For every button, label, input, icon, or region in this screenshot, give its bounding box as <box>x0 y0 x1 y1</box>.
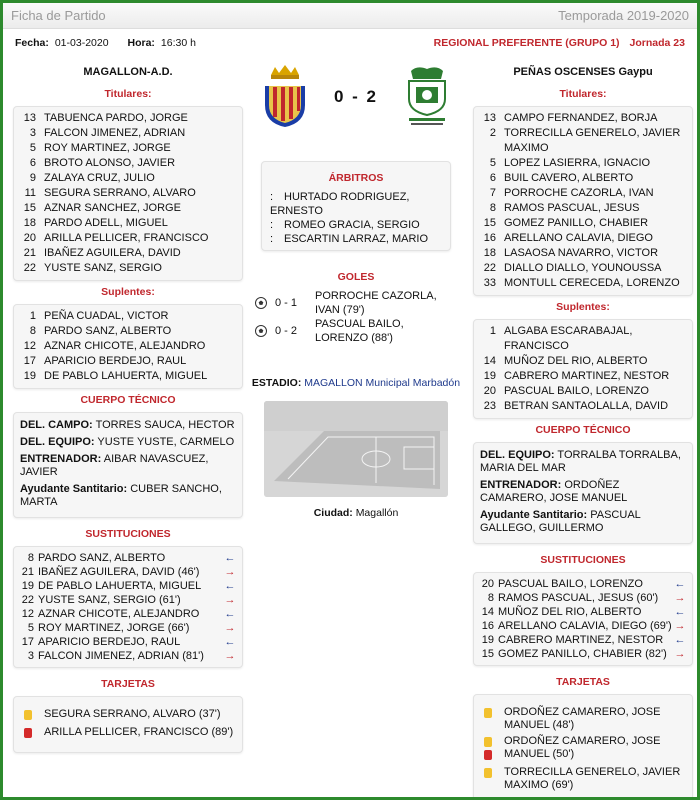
staff-name[interactable]: YUSTE YUSTE, CARMELO <box>97 436 235 448</box>
player-number: 12 <box>21 608 34 620</box>
player-number: 21 <box>23 247 36 259</box>
home-team-column <box>13 61 243 753</box>
home-team-name[interactable]: MAGALLON-A.D. <box>83 66 173 78</box>
player-row[interactable] <box>18 141 238 156</box>
player-name[interactable]: DE PABLO LAHUERTA, MIGUEL <box>44 370 208 382</box>
staff-role: ENTRENADOR: <box>480 479 562 491</box>
player-row[interactable] <box>478 171 688 186</box>
player-name[interactable]: ARELLANO CALAVIA, DIEGO <box>504 232 653 244</box>
player-number: 14 <box>481 606 494 618</box>
player-number: 8 <box>487 592 494 604</box>
sub-in-arrow-icon: ← <box>224 580 236 592</box>
player-row[interactable] <box>18 246 238 261</box>
staff-role: DEL. EQUIPO: <box>480 449 555 461</box>
player-row[interactable] <box>478 276 688 291</box>
player-name[interactable]: PORROCHE CAZORLA, IVAN <box>504 187 654 199</box>
date-value: 01-03-2020 <box>54 37 109 49</box>
goal-row <box>251 317 461 345</box>
player-number: 21 <box>21 566 34 578</box>
player-row[interactable] <box>18 261 238 276</box>
player-name[interactable]: YUSTE SANZ, SERGIO <box>44 262 162 274</box>
player-number: 22 <box>23 262 36 274</box>
player-name[interactable]: IBAÑEZ AGUILERA, DAVID <box>44 247 181 259</box>
away-starters-title: Titulares: <box>559 88 607 100</box>
red-card-icon <box>24 728 32 738</box>
staff-role: Ayudante Santitario: <box>20 483 128 495</box>
card-icons <box>484 708 492 721</box>
sub-out-arrow-icon: → <box>674 592 686 604</box>
player-number: 22 <box>483 262 496 274</box>
away-team-column <box>473 61 693 800</box>
goals-title: GOLES <box>337 271 375 283</box>
player-name[interactable]: TABUENCA PARDO, JORGE <box>44 112 188 124</box>
player-name[interactable]: TORRECILLA GENERELO, JAVIER MAXIMO <box>504 127 681 154</box>
card-icons <box>484 737 492 763</box>
goal-row <box>251 289 461 317</box>
player-name[interactable]: ROY MARTINEZ, JORGE (66') <box>38 622 190 634</box>
player-row[interactable] <box>478 201 688 216</box>
player-row[interactable] <box>478 324 688 354</box>
player-row[interactable] <box>478 354 688 369</box>
player-row[interactable] <box>18 231 238 246</box>
player-name[interactable]: IBAÑEZ AGUILERA, DAVID (46') <box>38 566 200 578</box>
sub-out-arrow-icon: → <box>674 648 686 660</box>
player-name[interactable]: ARILLA PELLICER, FRANCISCO (89') <box>44 726 234 738</box>
player-number: 14 <box>483 355 496 367</box>
time-label: Hora: <box>127 37 155 49</box>
player-row[interactable] <box>478 216 688 231</box>
player-number: 16 <box>483 232 496 244</box>
player-number: 15 <box>23 202 36 214</box>
player-name[interactable]: ARELLANO CALAVIA, DIEGO (69') <box>498 620 672 632</box>
sub-in-arrow-icon: ← <box>674 606 686 618</box>
home-crest-icon[interactable] <box>261 65 309 129</box>
player-name[interactable]: LASAOSA NAVARRO, VICTOR <box>504 247 659 259</box>
city-info <box>251 507 461 519</box>
yellow-card-icon <box>484 708 492 718</box>
referee-row <box>266 232 446 246</box>
player-name[interactable]: SEGURA SERRANO, ALVARO (37') <box>44 708 221 720</box>
player-number: 5 <box>29 142 36 154</box>
home-cards-title: TARJETAS <box>101 678 155 690</box>
home-bench-title: Suplentes: <box>101 286 155 298</box>
player-row[interactable] <box>18 111 238 126</box>
player-name[interactable]: AZNAR SANCHEZ, JORGE <box>44 202 181 214</box>
match-center-column <box>251 61 461 519</box>
player-number: 12 <box>23 340 36 352</box>
home-starters-title: Titulares: <box>104 88 152 100</box>
player-row[interactable] <box>18 309 238 324</box>
player-name[interactable]: PARDO ADELL, MIGUEL <box>44 217 168 229</box>
yellow-card-icon <box>484 768 492 778</box>
player-number: 6 <box>29 157 36 169</box>
staff-role: DEL. EQUIPO: <box>20 436 95 448</box>
player-name[interactable]: RAMOS PASCUAL, JESUS <box>504 202 640 214</box>
home-staff-title: CUERPO TÉCNICO <box>80 394 176 406</box>
player-number: 7 <box>489 187 496 199</box>
player-name[interactable]: ORDOÑEZ CAMARERO, JOSE MANUEL (50') <box>504 735 661 760</box>
sub-out-arrow-icon: → <box>224 650 236 662</box>
card-row <box>18 708 238 723</box>
player-name[interactable]: RAMOS PASCUAL, JESUS (60') <box>498 592 659 604</box>
player-row[interactable] <box>18 354 238 369</box>
soccer-ball-icon <box>255 297 267 309</box>
player-name[interactable]: BETRAN SANTAOLALLA, DAVID <box>504 400 669 412</box>
referee-name[interactable]: ESCARTIN LARRAZ, MARIO <box>284 233 429 245</box>
sub-in-arrow-icon: ← <box>674 578 686 590</box>
referee-separator: : <box>270 191 274 203</box>
player-name[interactable]: ROY MARTINEZ, JORGE <box>44 142 171 154</box>
staff-row <box>20 483 236 509</box>
player-row[interactable] <box>478 111 688 126</box>
goal-score: 0 - 1 <box>275 297 298 309</box>
player-number: 22 <box>21 594 34 606</box>
referee-separator: : <box>270 219 274 231</box>
sub-in-arrow-icon: ← <box>224 608 236 620</box>
player-name[interactable]: PASCUAL BAILO, LORENZO <box>504 385 649 397</box>
player-name[interactable]: ALGABA ESCARABAJAL, FRANCISCO <box>504 325 633 352</box>
home-subs-title: SUSTITUCIONES <box>85 528 171 540</box>
date-label: Fecha: <box>15 37 49 49</box>
substitution-row <box>18 565 238 579</box>
player-number: 5 <box>27 622 34 634</box>
away-cards-title: TARJETAS <box>556 676 610 688</box>
staff-row <box>480 479 686 505</box>
staff-row <box>20 453 236 479</box>
referee-separator: : <box>270 233 274 245</box>
player-name[interactable]: DE PABLO LAHUERTA, MIGUEL <box>38 580 202 592</box>
player-number: 33 <box>483 277 496 289</box>
substitution-row <box>478 605 688 619</box>
player-name[interactable]: MONTULL CERECEDA, LORENZO <box>504 277 680 289</box>
staff-role: Ayudante Santitario: <box>480 509 588 521</box>
goal-scorer[interactable]: PORROCHE CAZORLA, IVAN (79') <box>315 290 437 316</box>
card-row <box>478 766 688 792</box>
away-subs-title: SUSTITUCIONES <box>540 554 626 566</box>
substitution-row <box>18 635 238 649</box>
player-number: 15 <box>483 217 496 229</box>
city-label: Ciudad: <box>313 507 353 519</box>
goal-scorer[interactable]: PASCUAL BAILO, LORENZO (88') <box>315 318 404 344</box>
player-number: 17 <box>23 355 36 367</box>
player-number: 1 <box>489 325 496 337</box>
player-number: 19 <box>481 634 494 646</box>
player-name[interactable]: AZNAR CHICOTE, ALEJANDRO <box>38 608 200 620</box>
player-name[interactable]: PASCUAL BAILO, LORENZO <box>498 578 643 590</box>
player-row[interactable] <box>18 126 238 141</box>
yellow-card-icon <box>24 710 32 720</box>
staff-name[interactable]: AIBAR NAVASCUEZ, JAVIER <box>20 453 209 478</box>
substitution-row <box>478 619 688 633</box>
player-number: 19 <box>23 370 36 382</box>
player-name[interactable]: MUÑOZ DEL RIO, ALBERTO <box>498 606 642 618</box>
player-name[interactable]: CABRERO MARTINEZ, NESTOR <box>498 634 664 646</box>
red-card-icon <box>484 750 492 760</box>
stadium-info <box>251 377 461 389</box>
away-staff-title: CUERPO TÉCNICO <box>535 424 631 436</box>
stadium-label: ESTADIO: <box>251 377 302 389</box>
player-name[interactable]: DIALLO DIALLO, YOUNOUSSA <box>504 262 662 274</box>
player-number: 13 <box>483 112 496 124</box>
card-row <box>18 726 238 741</box>
card-icons <box>24 728 32 741</box>
time-value: 16:30 h <box>160 37 196 49</box>
card-row <box>478 735 688 763</box>
player-row[interactable] <box>18 339 238 354</box>
sub-in-arrow-icon: ← <box>224 552 236 564</box>
player-number: 18 <box>23 217 36 229</box>
card-row <box>478 706 688 732</box>
player-number: 8 <box>489 202 496 214</box>
staff-row <box>480 449 686 475</box>
city-value: Magallón <box>355 507 399 519</box>
player-name[interactable]: TORRECILLA GENERELO, JAVIER MAXIMO (69') <box>504 766 681 791</box>
player-row[interactable] <box>478 246 688 261</box>
player-name[interactable]: SEGURA SERRANO, ALVARO <box>44 187 196 199</box>
player-name[interactable]: AZNAR CHICOTE, ALEJANDRO <box>44 340 206 352</box>
sub-in-arrow-icon: ← <box>674 634 686 646</box>
sub-out-arrow-icon: → <box>224 622 236 634</box>
player-number: 1 <box>29 310 36 322</box>
goal-score: 0 - 2 <box>275 325 298 337</box>
player-name[interactable]: MUÑOZ DEL RIO, ALBERTO <box>504 355 648 367</box>
sub-out-arrow-icon: → <box>674 620 686 632</box>
away-crest-icon[interactable] <box>403 65 451 129</box>
substitution-row <box>18 607 238 621</box>
player-name[interactable]: PARDO SANZ, ALBERTO <box>38 552 166 564</box>
player-number: 5 <box>489 157 496 169</box>
player-name[interactable]: APARICIO BERDEJO, RAUL <box>44 355 187 367</box>
substitution-row <box>18 621 238 635</box>
player-number: 17 <box>21 636 34 648</box>
player-row[interactable] <box>18 324 238 339</box>
player-name[interactable]: PARDO SANZ, ALBERTO <box>44 325 172 337</box>
card-icons <box>484 768 492 781</box>
substitution-row <box>18 579 238 593</box>
player-name[interactable]: BUIL CAVERO, ALBERTO <box>504 172 634 184</box>
staff-row <box>20 419 236 432</box>
staff-name[interactable]: CUBER SANCHO, MARTA <box>20 483 222 508</box>
player-number: 18 <box>483 247 496 259</box>
player-row[interactable] <box>478 126 688 156</box>
sub-in-arrow-icon: ← <box>224 636 236 648</box>
sub-out-arrow-icon: → <box>224 566 236 578</box>
soccer-ball-icon <box>255 325 267 337</box>
player-row[interactable] <box>478 369 688 384</box>
away-team-name[interactable]: PEÑAS OSCENSES Gaypu <box>513 66 653 78</box>
scoreboard <box>251 61 461 133</box>
player-name[interactable]: LOPEZ LASIERRA, IGNACIO <box>504 157 651 169</box>
referee-row <box>266 218 446 232</box>
player-name[interactable]: APARICIO BERDEJO, RAUL <box>38 636 181 648</box>
player-number: 2 <box>489 127 496 139</box>
player-row[interactable] <box>18 369 238 384</box>
referees-title: ÁRBITROS <box>328 172 384 184</box>
player-row[interactable] <box>18 201 238 216</box>
staff-name[interactable]: TORRALBA TORRALBA, MARIA DEL MAR <box>480 449 681 474</box>
referees-box <box>261 161 451 251</box>
referee-name[interactable]: HURTADO RODRIGUEZ, ERNESTO <box>270 191 410 217</box>
player-row[interactable] <box>18 171 238 186</box>
staff-role: DEL. CAMPO: <box>20 419 93 431</box>
player-row[interactable] <box>478 231 688 246</box>
player-row[interactable] <box>18 216 238 231</box>
player-number: 13 <box>23 112 36 124</box>
player-name[interactable]: FALCON JIMENEZ, ADRIAN (81') <box>38 650 204 662</box>
player-number: 20 <box>23 232 36 244</box>
player-number: 20 <box>481 578 494 590</box>
player-name[interactable]: YUSTE SANZ, SERGIO (61') <box>38 594 181 606</box>
player-number: 19 <box>21 580 34 592</box>
player-row[interactable] <box>478 384 688 399</box>
player-number: 8 <box>29 325 36 337</box>
competition-link[interactable]: REGIONAL PREFERENTE (GRUPO 1) <box>433 37 620 49</box>
match-info <box>3 29 697 57</box>
yellow-card-icon <box>484 737 492 747</box>
referee-row <box>266 190 446 218</box>
player-row[interactable] <box>18 156 238 171</box>
player-number: 6 <box>489 172 496 184</box>
player-name[interactable]: BROTO ALONSO, JAVIER <box>44 157 176 169</box>
substitution-row <box>478 577 688 591</box>
page-title: Ficha de Partido <box>11 8 106 23</box>
player-number: 11 <box>24 187 36 199</box>
player-row[interactable] <box>478 261 688 276</box>
player-row[interactable] <box>478 399 688 414</box>
substitution-row <box>478 647 688 661</box>
player-name[interactable]: GOMEZ PANILLO, CHABIER (82') <box>498 648 667 660</box>
substitution-row <box>18 551 238 565</box>
player-name[interactable]: ZALAYA CRUZ, JULIO <box>44 172 155 184</box>
referee-name[interactable]: ROMEO GRACIA, SERGIO <box>284 219 420 231</box>
round-link[interactable]: Jornada 23 <box>629 37 685 49</box>
player-number: 8 <box>27 552 34 564</box>
substitution-row <box>478 633 688 647</box>
player-name[interactable]: GOMEZ PANILLO, CHABIER <box>504 217 649 229</box>
staff-name[interactable]: TORRES SAUCA, HECTOR <box>95 419 235 431</box>
player-number: 23 <box>483 400 496 412</box>
player-number: 19 <box>483 370 496 382</box>
player-row[interactable] <box>478 186 688 201</box>
player-name[interactable]: CABRERO MARTINEZ, NESTOR <box>504 370 670 382</box>
player-row[interactable] <box>478 156 688 171</box>
player-number: 15 <box>481 648 494 660</box>
season-label: Temporada 2019-2020 <box>558 8 689 23</box>
player-row[interactable] <box>18 186 238 201</box>
player-number: 3 <box>27 650 34 662</box>
staff-name[interactable]: ORDOÑEZ CAMARERO, JOSE MANUEL <box>480 479 628 504</box>
player-name[interactable]: PEÑA CUADAL, VICTOR <box>44 310 169 322</box>
staff-name[interactable]: PASCUAL GALLEGO, GUILLERMO <box>480 509 641 534</box>
substitution-row <box>18 593 238 607</box>
staff-role: ENTRENADOR: <box>20 453 102 465</box>
substitution-row <box>478 591 688 605</box>
player-number: 9 <box>29 172 36 184</box>
title-bar <box>3 3 697 29</box>
player-name[interactable]: ORDOÑEZ CAMARERO, JOSE MANUEL (48') <box>504 706 661 731</box>
staff-row <box>480 509 686 535</box>
away-bench-title: Suplentes: <box>556 301 610 313</box>
player-number: 16 <box>481 620 494 632</box>
stadium-photo <box>264 401 448 497</box>
player-name[interactable]: FALCON JIMENEZ, ADRIAN <box>44 127 186 139</box>
player-name[interactable]: ARILLA PELLICER, FRANCISCO <box>44 232 209 244</box>
sub-out-arrow-icon: → <box>224 594 236 606</box>
player-name[interactable]: CAMPO FERNANDEZ, BORJA <box>504 112 658 124</box>
card-icons <box>24 710 32 723</box>
player-number: 3 <box>29 127 36 139</box>
staff-row <box>20 436 236 449</box>
player-number: 20 <box>483 385 496 397</box>
substitution-row <box>18 649 238 663</box>
final-score: 0 - 2 <box>333 87 379 106</box>
stadium-link[interactable]: MAGALLON Municipal Marbadón <box>304 377 461 389</box>
